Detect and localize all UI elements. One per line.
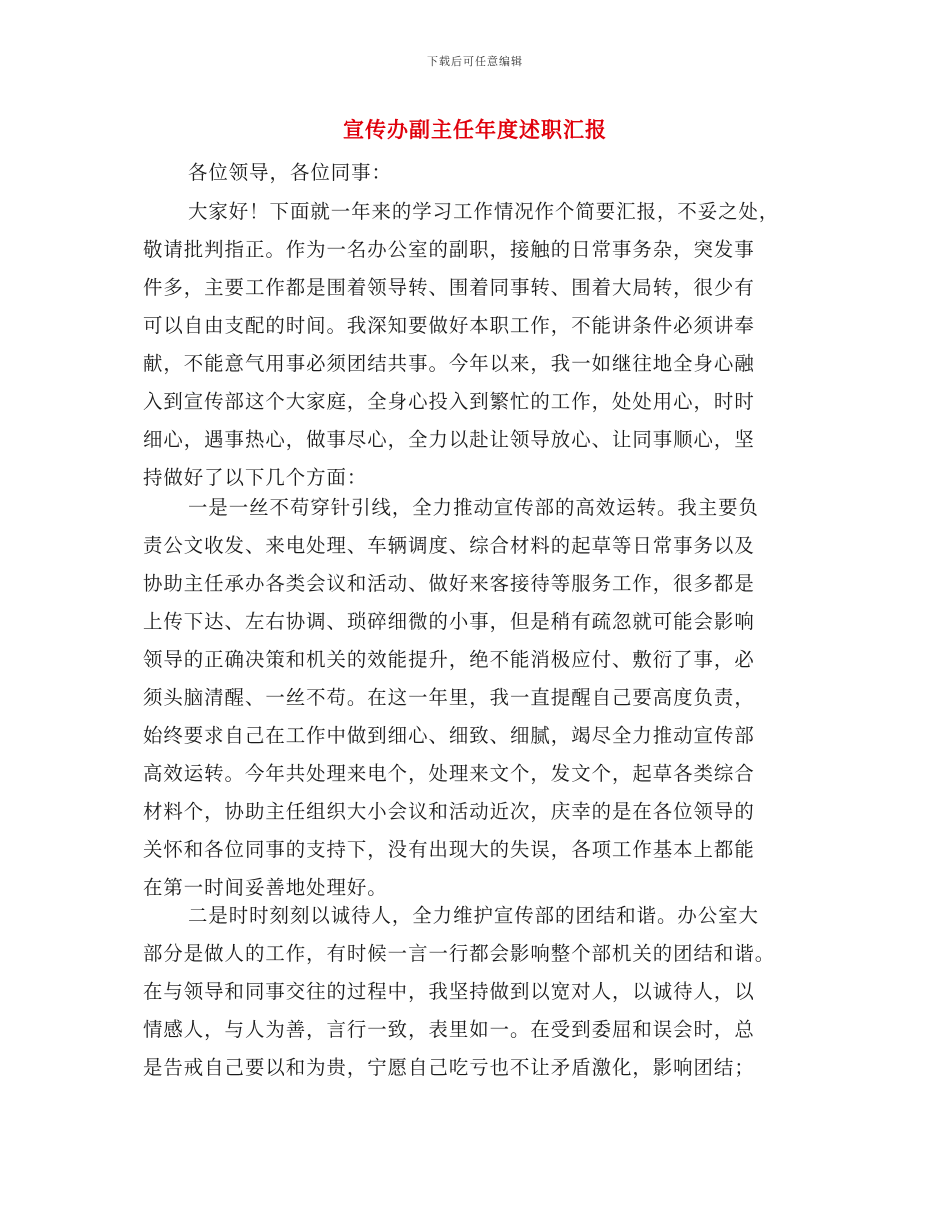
paragraph-line: 献，不能意气用事必须团结共事。今年以来，我一如继往地全身心融 xyxy=(143,352,755,375)
paragraph-line: 在第一时间妥善地处理好。 xyxy=(143,876,388,899)
paragraph-line: 件多，主要工作都是围着领导转、围着同事转、围着大局转，很少有 xyxy=(143,276,755,299)
paragraph-1 xyxy=(143,193,813,497)
paragraph-line: 敬请批判指正。作为一名办公室的副职，接触的日常事务杂，突发事 xyxy=(143,238,755,261)
paragraph-line: 高效运转。今年共处理来电个，处理来文个，发文个，起草各类综合 xyxy=(143,762,755,785)
paragraph-line: 细心，遇事热心，做事尽心，全力以赴让领导放心、让同事顺心，坚 xyxy=(143,428,755,451)
paragraph-line: 持做好了以下几个方面： xyxy=(143,466,368,489)
salutation: 各位领导，各位同事： xyxy=(188,161,392,184)
paragraph-line: 是告戒自己要以和为贵，宁愿自己吃亏也不让矛盾激化，影响团结； xyxy=(143,1056,755,1079)
paragraph-line: 情感人，与人为善，言行一致，表里如一。在受到委屈和误会时，总 xyxy=(143,1018,755,1041)
paragraph-line: 可以自由支配的时间。我深知要做好本职工作，不能讲条件必须讲奉 xyxy=(143,314,755,337)
document-title: 宣传办副主任年度述职汇报 xyxy=(343,117,607,142)
paragraph-line: 在与领导和同事交往的过程中，我坚持做到以宽对人，以诚待人，以 xyxy=(143,980,755,1003)
paragraph-line: 二是时时刻刻以诚待人，全力维护宣传部的团结和谐。办公室大 xyxy=(188,904,759,927)
salutation-block xyxy=(143,154,813,192)
header-note: 下载后可任意编辑 xyxy=(427,55,523,68)
paragraph-line: 责公文收发、来电处理、车辆调度、综合材料的起草等日常事务以及 xyxy=(143,534,755,557)
paragraph-line: 始终要求自己在工作中做到细心、细致、细腻，竭尽全力推动宣传部 xyxy=(143,724,755,747)
paragraph-line: 关怀和各位同事的支持下，没有出现大的失误，各项工作基本上都能 xyxy=(143,838,755,861)
paragraph-line: 领导的正确决策和机关的效能提升，绝不能消极应付、敷衍了事，必 xyxy=(143,648,755,671)
paragraph-line: 上传下达、左右协调、琐碎细微的小事，但是稍有疏忽就可能会影响 xyxy=(143,610,755,633)
paragraph-line: 须头脑清醒、一丝不苟。在这一年里，我一直提醒自己要高度负责， xyxy=(143,686,755,709)
paragraph-line: 入到宣传部这个大家庭，全身心投入到繁忙的工作，处处用心，时时 xyxy=(143,390,755,413)
paragraph-line: 一是一丝不苟穿针引线，全力推动宣传部的高效运转。我主要负 xyxy=(188,496,759,519)
paragraph-line: 部分是做人的工作，有时候一言一行都会影响整个部机关的团结和谐。 xyxy=(143,942,776,965)
paragraph-3 xyxy=(143,897,813,1087)
paragraph-line: 材料个，协助主任组织大小会议和活动近次，庆幸的是在各位领导的 xyxy=(143,800,755,823)
paragraph-line: 大家好！下面就一年来的学习工作情况作个简要汇报，不妥之处， xyxy=(188,200,780,223)
paragraph-line: 协助主任承办各类会议和活动、做好来客接待等服务工作，很多都是 xyxy=(143,572,755,595)
paragraph-2 xyxy=(143,489,813,907)
